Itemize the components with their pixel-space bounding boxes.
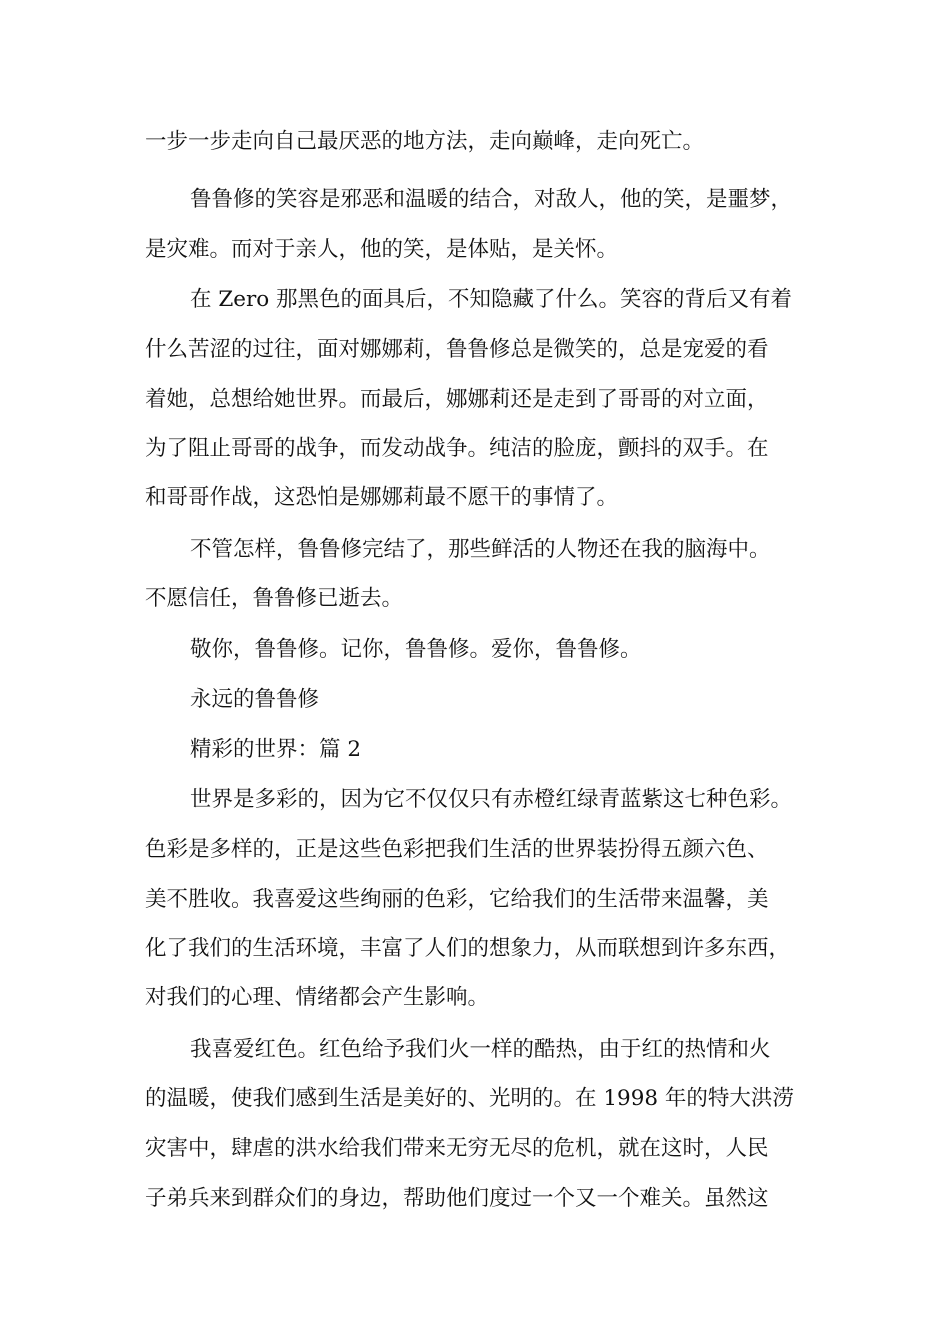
text-line: 永远的鲁鲁修 bbox=[190, 687, 320, 712]
text-line: 我喜爱红色。红色给予我们火一样的酷热，由于红的热情和火 bbox=[190, 1037, 771, 1062]
text-line: 色彩是多样的，正是这些色彩把我们生活的世界装扮得五颜六色、 bbox=[145, 837, 769, 862]
text-line: 化了我们的生活环境，丰富了人们的想象力，从而联想到许多东西， bbox=[145, 936, 791, 961]
text-line: 什么苦涩的过往，面对娜娜莉，鲁鲁修总是微笑的，总是宠爱的看 bbox=[145, 337, 769, 362]
text-line: 一步一步走向自己最厌恶的地方法，走向巅峰，走向死亡。 bbox=[145, 129, 705, 154]
text-line: 敬你，鲁鲁修。记你，鲁鲁修。爱你，鲁鲁修。 bbox=[190, 637, 642, 662]
text-line: 灾害中，肆虐的洪水给我们带来无穷无尽的危机，就在这时，人民 bbox=[145, 1136, 769, 1161]
text-line: 子弟兵来到群众们的身边，帮助他们度过一个又一个难关。虽然这 bbox=[145, 1186, 769, 1211]
text-line: 是灾难。而对于亲人，他的笑，是体贴，是关怀。 bbox=[145, 237, 619, 262]
text-line: 和哥哥作战，这恐怕是娜娜莉最不愿干的事情了。 bbox=[145, 485, 619, 510]
text-line: 不愿信任，鲁鲁修已逝去。 bbox=[145, 586, 404, 611]
text-line: 着她，总想给她世界。而最后，娜娜莉还是走到了哥哥的对立面， bbox=[145, 387, 769, 412]
text-line: 鲁鲁修的笑容是邪恶和温暖的结合，对敌人，他的笑，是噩梦， bbox=[190, 187, 793, 212]
text-line: 不管怎样，鲁鲁修完结了，那些鲜活的人物还在我的脑海中。 bbox=[190, 537, 771, 562]
section-heading: 精彩的世界：篇 2 bbox=[190, 737, 362, 762]
text-line: 在 Zero 那黑色的面具后，不知隐藏了什么。笑容的背后又有着 bbox=[190, 287, 793, 312]
text-line: 对我们的心理、情绪都会产生影响。 bbox=[145, 985, 490, 1010]
text-line: 美不胜收。我喜爱这些绚丽的色彩，它给我们的生活带来温馨，美 bbox=[145, 887, 769, 912]
text-line: 的温暖，使我们感到生活是美好的、光明的。在 1998 年的特大洪涝 bbox=[145, 1086, 794, 1111]
text-line: 为了阻止哥哥的战争，而发动战争。纯洁的脸庞，颤抖的双手。在 bbox=[145, 436, 769, 461]
text-line: 世界是多彩的，因为它不仅仅只有赤橙红绿青蓝紫这七种色彩。 bbox=[190, 787, 793, 812]
